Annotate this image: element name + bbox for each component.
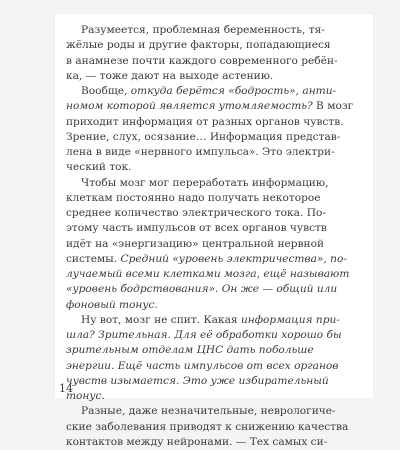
text-line	[66, 38, 366, 52]
text-line	[66, 23, 366, 37]
italic-text: фоновый тонус.	[66, 298, 158, 311]
text-segment: идёт на «энергизацию» центральной нервной	[66, 237, 325, 250]
text-segment: ка, — тоже дают на выходе астению.	[66, 69, 274, 82]
text-line	[66, 130, 366, 144]
italic-text: лучаемый всеми клетками мозга, ещё называют	[66, 268, 350, 280]
text-segment: Чтобы мозг мог переработать информацию,	[81, 176, 329, 189]
italic-text: информация при-	[240, 313, 340, 326]
text-segment: лена в виде «нервного импульса». Это электри-	[66, 146, 335, 158]
italic-text: Он же — общий или	[221, 283, 338, 296]
text-line	[66, 359, 366, 373]
text-segment: этому часть импульсов от всех органов чувств	[66, 222, 327, 235]
text-line	[66, 69, 366, 83]
italic-text: номом которой является утомляемость?	[66, 100, 313, 113]
text-line	[66, 115, 366, 129]
text-segment: приходит информация от разных органов чувств.	[66, 115, 344, 128]
text-line	[66, 206, 366, 220]
text-segment: В мозг	[312, 100, 354, 113]
italic-text: «уровень бодрствования».	[66, 283, 219, 296]
page-number: 14	[59, 382, 73, 395]
italic-text: откуда берётся «бодрость», анти-	[130, 85, 337, 97]
italic-text: зрительным отделам ЦНС дать побольше	[66, 344, 314, 357]
text-line	[66, 282, 366, 296]
text-line	[66, 435, 366, 449]
text-segment: ские заболевания приводят к снижению качества	[66, 420, 349, 433]
text-segment: среднее количество электрического тока. По-	[66, 207, 326, 219]
italic-text: чувств изымается.	[66, 374, 180, 387]
text-line	[66, 404, 366, 418]
text-line	[66, 343, 366, 357]
text-line	[66, 221, 366, 235]
text-line	[66, 160, 366, 174]
italic-text: Для её обработки хорошо бы	[174, 329, 342, 341]
italic-text: Средний «уровень электричества», по-	[120, 252, 347, 265]
text-line	[66, 99, 366, 113]
text-line	[66, 298, 366, 312]
text-line	[66, 84, 366, 98]
italic-text: Это уже избирательный	[182, 374, 329, 387]
text-line	[66, 176, 366, 190]
book-page	[55, 14, 373, 448]
text-segment: контактов между нейронами. — Тех самых си-	[66, 435, 328, 448]
text-line	[66, 252, 366, 266]
text-line	[66, 420, 366, 434]
text-segment: Разные, даже незначительные, неврологиче-	[81, 405, 336, 418]
page-text	[66, 23, 366, 450]
text-segment: жёлые роды и другие факторы, попадающиеся	[66, 39, 331, 52]
text-segment: клеткам постоянно надо получать некоторое	[66, 191, 321, 204]
text-segment: ческий ток.	[66, 161, 132, 174]
text-line	[66, 191, 366, 205]
text-segment: Разумеется, проблемная беременность, тя-	[81, 24, 325, 36]
text-segment: Вообще,	[81, 85, 131, 97]
italic-text: энергии. Ещё часть импульсов от всех органов	[66, 359, 339, 372]
text-line	[66, 267, 366, 281]
italic-text: шла? Зрительная.	[66, 329, 171, 341]
text-line	[66, 237, 366, 251]
text-segment: Зрение, слух, осязание… Информация представ-	[66, 130, 341, 143]
text-line	[66, 374, 366, 388]
text-segment: Ну вот, мозг не спит. Какая	[81, 313, 241, 326]
text-line	[66, 389, 366, 403]
text-line	[66, 313, 366, 327]
text-line	[66, 145, 366, 159]
text-line	[66, 54, 366, 68]
italic-text: тонус.	[66, 390, 105, 402]
text-line	[66, 328, 366, 342]
text-segment: системы.	[66, 252, 121, 265]
text-segment: в анамнезе почти каждого современного ребён-	[66, 54, 338, 67]
